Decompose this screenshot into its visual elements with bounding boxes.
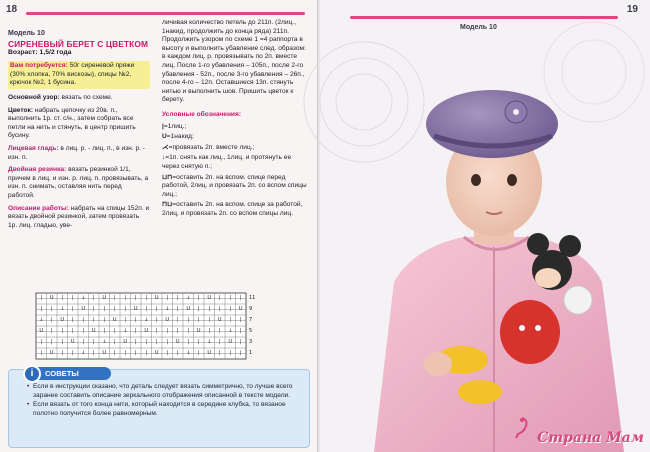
chart-cell-symbol: | — [208, 328, 211, 334]
chart-row-label: 3 — [249, 339, 253, 345]
text-column-left — [8, 30, 150, 234]
chart-cell-symbol: | — [50, 328, 53, 334]
chart-cell-symbol: U — [49, 295, 54, 301]
tip-item: • Если в инструкции сказано, что деталь следует вязать симметрично, то лучше всего заранее составить описание зеркального отображения описанной в тексте модели. — [27, 383, 307, 400]
rib-label: Двойная резинка: — [8, 166, 67, 174]
chart-cell-symbol: | — [187, 339, 190, 345]
chart-cell-symbol: U — [154, 350, 159, 356]
legend-symbol: ⊓⊔ — [162, 201, 173, 209]
chart-cell-symbol: | — [239, 317, 242, 323]
chart-cell-symbol: | — [92, 339, 95, 345]
legend-item — [162, 174, 310, 200]
chart-cell-symbol: | — [218, 339, 221, 345]
right-page — [320, 0, 650, 452]
chart-cell-symbol: U — [39, 328, 44, 334]
header-rule — [350, 16, 618, 19]
chart-cell-symbol: | — [145, 295, 148, 301]
chart-cell-symbol: ↓ — [81, 350, 86, 356]
chart-cell-symbol: | — [50, 317, 53, 323]
chart-row-label: 1 — [249, 350, 253, 356]
chart-cell-symbol: ↓ — [39, 317, 44, 323]
chart-cell-symbol: U — [133, 306, 138, 312]
flower-label: Цветок: — [8, 106, 34, 114]
chart-cell-symbol: | — [218, 350, 221, 356]
chart-cell-symbol: | — [40, 306, 43, 312]
legend-text: =1п. снять как лиц., 1лиц. и протянуть ее через снятую п.; — [162, 154, 292, 170]
chart-cell-symbol: ↓ — [186, 350, 191, 356]
legend-title: Условные обозначения: — [162, 110, 242, 118]
chart-cell-symbol: ↓ — [60, 306, 65, 312]
chart-cell-symbol: | — [134, 328, 137, 334]
chart-cell-symbol: | — [197, 339, 200, 345]
stockinette-paragraph — [8, 145, 150, 162]
chart-cell-symbol: U — [217, 317, 222, 323]
chart-cell-symbol: | — [92, 306, 95, 312]
text-column-right — [162, 19, 310, 220]
chart-cell-symbol: | — [176, 350, 179, 356]
chart-cell-symbol: | — [124, 295, 127, 301]
chart-cell-symbol: | — [229, 306, 232, 312]
chart-cell-symbol: U — [91, 328, 96, 334]
chart-cell-symbol: ↓ — [102, 339, 107, 345]
legend-text: =провязать 2п. вместе лиц.; — [168, 143, 255, 151]
age-line: Возраст: 1,5/2 года — [8, 48, 72, 56]
chart-cell-symbol: U — [70, 339, 75, 345]
legend-text: =оставить 2п. на вспом. спице перед работой, 2лиц. и провязать 2п. со вспом спицы лиц.; — [162, 173, 307, 198]
info-icon: i — [23, 365, 41, 383]
chart-cell-symbol: | — [134, 295, 137, 301]
chart-cell-symbol: ↓ — [228, 328, 233, 334]
legend-symbol: ↓ — [162, 154, 166, 162]
chart-cell-symbol: U — [144, 328, 149, 334]
rib-text: вязать резинкой 1/1, причем в лиц. и изн. р. лиц. п. провязывать, а изн. п. снимать, оставляя нить перед работой. — [8, 166, 149, 199]
chart-cell-symbol: ↓ — [207, 339, 212, 345]
chart-cell-symbol: U — [123, 339, 128, 345]
chart-cell-symbol: ↓ — [186, 295, 191, 301]
chart-cell-symbol: | — [145, 350, 148, 356]
chart-cell-symbol: | — [176, 295, 179, 301]
chart-cell-symbol: U — [228, 339, 233, 345]
chart-cell-symbol: | — [103, 306, 106, 312]
chart-cell-symbol: | — [229, 317, 232, 323]
model-label: Модель 10 — [8, 30, 45, 37]
tips-list — [27, 383, 307, 419]
materials-block — [8, 61, 150, 89]
flower-paragraph — [8, 107, 150, 141]
chart-cell-symbol: | — [218, 295, 221, 301]
rib-paragraph — [8, 166, 150, 200]
chart-cell-symbol: | — [82, 317, 85, 323]
chart-cell-symbol: U — [154, 295, 159, 301]
chart-cell-symbol: | — [103, 328, 106, 334]
chart-cell-symbol: | — [229, 295, 232, 301]
legend-item — [162, 133, 310, 142]
chart-cell-symbol: | — [92, 295, 95, 301]
chart-row-label: 11 — [249, 295, 256, 301]
chart-cell-symbol: | — [113, 306, 116, 312]
chart-cell-symbol: | — [145, 339, 148, 345]
child-in-beret-photo — [334, 32, 650, 452]
chart-cell-symbol: | — [134, 350, 137, 356]
chart-cell-symbol: | — [92, 317, 95, 323]
chart-cell-symbol: | — [239, 295, 242, 301]
chart-row-label: 7 — [249, 317, 253, 323]
chart-cell-symbol: | — [71, 350, 74, 356]
chart-cell-symbol: ↓ — [81, 295, 86, 301]
chart-cell-symbol: ↓ — [123, 328, 128, 334]
left-page — [0, 0, 318, 452]
chart-cell-symbol: | — [218, 306, 221, 312]
chart-cell-symbol: U — [102, 350, 107, 356]
chart-cell-symbol: | — [176, 328, 179, 334]
chart-cell-symbol: | — [92, 350, 95, 356]
work-continued-paragraph: личивая количество петель до 211п. (2лиц., 1накид, продолжить до конца ряда) 211п. Продолжить узором по схеме 1 =4 раппорта в высоту и выполнить убавление след. образом: в каждом лиц. р. провязывать по 2п. вместе лиц. После 1-го убавления – 105п., после 2-го убавления - 52п., после 3-го убавления – 26п., после 4-го – 12п. Оставшиеся 13п. стянуть нитью и выполнить шов. Пришить цветок к берету. — [162, 19, 306, 104]
chart-cell-symbol: U — [165, 317, 170, 323]
chart-cell-symbol: | — [166, 295, 169, 301]
chart-cell-symbol: | — [134, 339, 137, 345]
chart-row-label: 9 — [249, 306, 253, 312]
chart-cell-symbol: | — [155, 339, 158, 345]
chart-cell-symbol: | — [103, 317, 106, 323]
chart-cell-symbol: | — [176, 306, 179, 312]
chart-cell-symbol: U — [102, 295, 107, 301]
chart-cell-symbol: ↓ — [144, 317, 149, 323]
chart-cell-symbol: | — [40, 339, 43, 345]
tips-box — [8, 369, 310, 448]
pattern-title: СИРЕНЕВЫЙ БЕРЕТ С ЦВЕТКОМ — [8, 38, 149, 49]
legend-item — [162, 123, 310, 132]
legend-text: =1накид; — [166, 133, 194, 141]
work-label: Описание работы: — [8, 204, 69, 212]
chart-cell-symbol: | — [50, 306, 53, 312]
main-pattern-text: вязать по схеме. — [59, 93, 113, 101]
chart-cell-symbol: U — [60, 317, 65, 323]
knitting-chart — [34, 289, 256, 361]
main-pattern-paragraph — [8, 94, 150, 103]
chart-cell-symbol: | — [166, 328, 169, 334]
legend-text: =1лиц.; — [163, 122, 187, 130]
work-paragraph — [8, 205, 150, 231]
chart-cell-symbol: | — [71, 306, 74, 312]
chart-cell-symbol: | — [176, 317, 179, 323]
chart-cell-symbol: | — [208, 306, 211, 312]
chart-cell-symbol: | — [124, 350, 127, 356]
chart-cell-symbol: U — [196, 328, 201, 334]
chart-cell-symbol: | — [40, 295, 43, 301]
chart-cell-symbol: | — [71, 317, 74, 323]
chart-cell-symbol: | — [208, 317, 211, 323]
chart-cell-symbol: | — [197, 306, 200, 312]
legend-symbol: ⋌ — [162, 143, 169, 151]
chart-cell-symbol: | — [155, 306, 158, 312]
chart-cell-symbol: | — [229, 350, 232, 356]
chart-cell-symbol: U — [207, 295, 212, 301]
materials-label: Вам потребуется: — [10, 62, 68, 70]
chart-cell-symbol: | — [197, 350, 200, 356]
chart-cell-symbol: U — [238, 306, 243, 312]
chart-cell-symbol: | — [71, 328, 74, 334]
chart-cell-symbol: | — [197, 295, 200, 301]
chart-cell-symbol: | — [113, 339, 116, 345]
legend-item — [162, 154, 310, 171]
chart-cell-symbol: | — [61, 295, 64, 301]
page-number-right: 19 — [626, 4, 638, 15]
chart-cell-symbol: | — [134, 317, 137, 323]
legend-symbol: ⊔⊓ — [162, 173, 173, 181]
chart-cell-symbol: U — [207, 350, 212, 356]
chart-cell-symbol: ↓ — [165, 306, 170, 312]
legend-list — [162, 123, 310, 219]
chart-cell-symbol: | — [113, 328, 116, 334]
chart-row-label: 5 — [249, 328, 253, 334]
chart-cell-symbol: | — [155, 328, 158, 334]
legend-symbol: | — [162, 122, 164, 130]
chart-cell-symbol: | — [82, 328, 85, 334]
chart-cell-symbol: U — [49, 350, 54, 356]
chart-cell-symbol: | — [61, 339, 64, 345]
chart-cell-symbol: | — [197, 317, 200, 323]
legend-symbol: U — [162, 133, 167, 141]
chart-cell-symbol: | — [61, 350, 64, 356]
chart-cell-symbol: | — [166, 339, 169, 345]
chart-cell-symbol: | — [113, 350, 116, 356]
stockinette-label: Лицевая гладь: — [8, 144, 59, 152]
knitting-chart-grid — [34, 289, 256, 361]
watermark: Страна Мам — [537, 430, 644, 446]
chart-cell-symbol: | — [145, 306, 148, 312]
chart-cell-symbol: | — [218, 328, 221, 334]
tip-item: • Если вязать от того конца нити, который находится в середине клубка, то вязаное полотно получится более равномерным. — [27, 401, 307, 418]
stockinette-text: в лиц. р. - лиц. п., в изн. р. - изн. п. — [8, 144, 146, 161]
chart-cell-symbol: | — [82, 339, 85, 345]
chart-cell-symbol: U — [81, 306, 86, 312]
chart-cell-symbol: | — [50, 339, 53, 345]
chart-cell-symbol: | — [40, 350, 43, 356]
chart-cell-symbol: | — [124, 306, 127, 312]
chart-cell-symbol: | — [187, 317, 190, 323]
chart-cell-symbol: | — [61, 328, 64, 334]
main-pattern-label: Основной узор: — [8, 93, 60, 101]
chart-cell-symbol: | — [71, 295, 74, 301]
legend-text: =оставить 2п. на вспом. спице за работой, 2лиц, и провязать 2п. со вспом спицы лиц. — [162, 201, 303, 217]
page-number-left: 18 — [6, 4, 18, 15]
chart-cell-symbol: | — [124, 317, 127, 323]
work-text: набрать на спицы 152п. и вязать двойной резинкой, затем провязать 1р. лиц. гладью, уве- — [8, 204, 150, 229]
chart-cell-symbol: | — [239, 328, 242, 334]
model-label-right: Модель 10 — [460, 24, 497, 31]
chart-cell-symbol: U — [112, 317, 117, 323]
chart-cell-symbol: | — [239, 339, 242, 345]
legend-item — [162, 144, 310, 153]
chart-cell-symbol: | — [155, 317, 158, 323]
chart-cell-symbol: U — [175, 339, 180, 345]
tips-header: СОВЕТЫ — [31, 367, 111, 380]
chart-cell-symbol: | — [187, 328, 190, 334]
flower-text: набрать цепочку из 20в. п., выполнить 1р. ст. с/н., затем собрать все петли на нить и стянуть, в центр пришить бусину. — [8, 106, 136, 140]
stork-logo-icon — [512, 416, 532, 440]
chart-cell-symbol: | — [166, 350, 169, 356]
chart-cell-symbol: U — [186, 306, 191, 312]
materials-text: 50г сиреневой пряжи (30% хлопка, 70% вискозы), спицы №2, крючок №2, 1 бусина. — [10, 62, 135, 87]
chart-cell-symbol: | — [239, 350, 242, 356]
chart-cell-symbol: | — [113, 295, 116, 301]
legend-item — [162, 201, 310, 218]
header-rule — [26, 12, 305, 15]
